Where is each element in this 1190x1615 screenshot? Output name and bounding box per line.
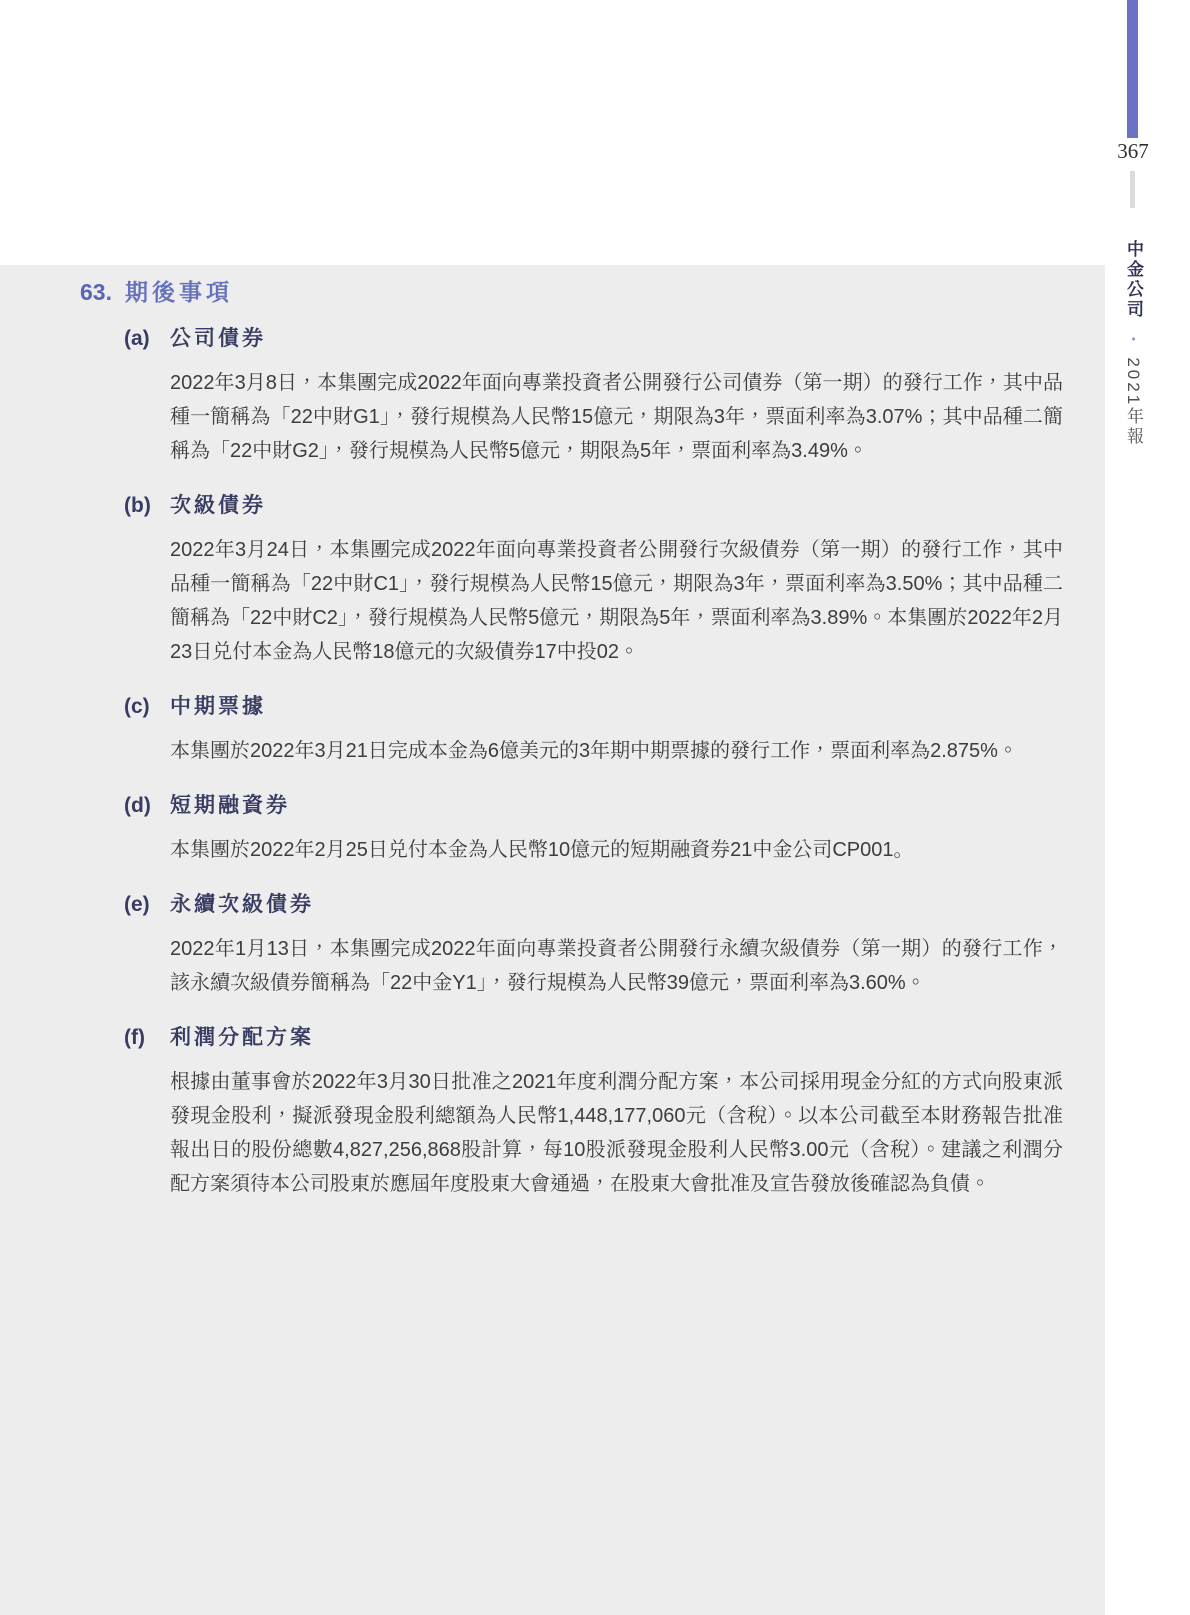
subsection-body: 根據由董事會於2022年3月30日批准之2021年度利潤分配方案，本公司採用現金分紅的方式向股東派發現金股利，擬派發現金股利總額為人民幣1,448,177,060元（含稅）。以本公司截至本財務報告批准報出日的股份總數4,827,256,868股計算，每10股派發現金股利人民幣3.00元（含稅）。建議之利潤分配方案須待本公司股東於應屆年度股東大會通過，在股東大會批准及宣告發放後確認為負債。 [170,1071,1063,1195]
accent-bar [1127,0,1138,138]
subsection-label: (c) [124,695,150,718]
subsection-label: (b) [124,494,151,517]
subsection-body: 2022年3月8日，本集團完成2022年面向專業投資者公開發行公司債券（第一期）的發行工作，其中品種一簡稱為「22中財G1」，發行規模為人民幣15億元，期限為3年，票面利率為3.07%；其中品種二簡稱為「22中財G2」，發行規模為人民幣5億元，期限為5年，票面利率為3.49%。 [170,372,1063,462]
subsection-medium-term-notes [124,693,1063,768]
subsection-body: 本集團於2022年3月21日完成本金為6億美元的3年期中期票據的發行工作，票面利率為2.875%。 [170,740,1018,762]
sidebar-separator-dot: • [1127,336,1139,341]
subsection-subordinated-bonds [124,492,1063,669]
subsection-body: 2022年3月24日，本集團完成2022年面向專業投資者公開發行次級債券（第一期）的發行工作，其中品種一簡稱為「22中財C1」，發行規模為人民幣15億元，期限為3年，票面利率為3.50%；其中品種二簡稱為「22中財C2」，發行規模為人民幣5億元，期限為5年，票面利率為3.89%。本集團於2022年2月23日兑付本金為人民幣18億元的次級債券17中投02。 [170,539,1063,663]
page-number-tick [1130,171,1135,208]
sidebar-vertical-text [1120,240,1146,600]
subsection-title: 次級債券 [170,494,266,517]
subsection-label: (e) [124,893,150,916]
content-panel [0,265,1105,1615]
subsection-title: 利潤分配方案 [170,1026,314,1049]
section-title: 期後事項 [125,279,233,305]
subsection-label: (d) [124,794,151,817]
subsection-profit-distribution [124,1024,1063,1201]
subsection-header [124,492,1063,520]
subsection-perpetual-subordinated-bonds [124,891,1063,1000]
page-number: 367 [1117,139,1149,163]
subsection-corporate-bonds [124,325,1063,468]
subsection-header [124,891,1063,919]
subsection-body: 本集團於2022年2月25日兑付本金為人民幣10億元的短期融資券21中金公司CP001。 [170,839,914,861]
section-header [80,277,1063,307]
sidebar-report-year: 2021年報 [1124,357,1143,448]
subsection-title: 中期票據 [170,695,266,718]
subsection-header [124,325,1063,353]
subsection-header [124,693,1063,721]
subsection-title: 公司債券 [170,327,266,350]
section-number: 63. [80,279,112,305]
subsection-short-term-notes [124,792,1063,867]
subsection-title: 短期融資券 [170,794,290,817]
sidebar-company-name: 中金公司 [1124,240,1143,320]
subsection-header [124,792,1063,820]
subsection-body: 2022年1月13日，本集團完成2022年面向專業投資者公開發行永續次級債券（第一期）的發行工作，該永續次級債券簡稱為「22中金Y1」，發行規模為人民幣39億元，票面利率為3.60%。 [170,938,1063,994]
subsection-header [124,1024,1063,1052]
subsection-label: (f) [124,1026,145,1049]
subsection-title: 永續次級債券 [170,893,314,916]
subsection-label: (a) [124,327,150,350]
